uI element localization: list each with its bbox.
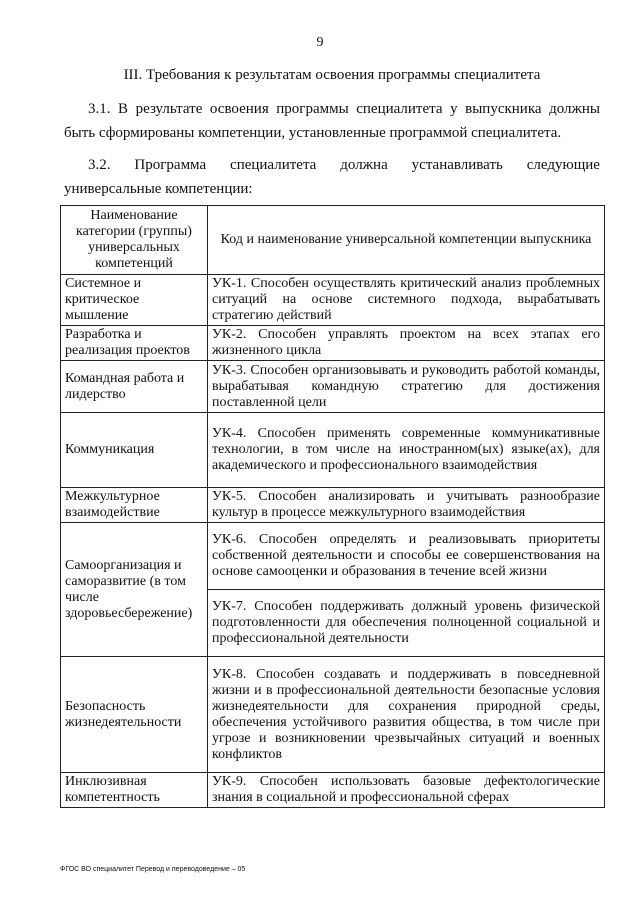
category-cell: Инклюзивная компетентность (61, 773, 208, 808)
header-code: Код и наименование универсальной компетенции выпускника (208, 206, 605, 275)
paragraph-3-2-first-line (64, 153, 600, 177)
competency-cell: УК-9. Способен использовать базовые дефектологические знания в социальной и профессиональной сферах (208, 773, 605, 808)
table-row (61, 773, 605, 808)
table-row (61, 361, 605, 413)
page-number: 9 (316, 35, 324, 50)
table-row (61, 413, 605, 488)
section-heading: III. Требования к результатам освоения программы специалитета (123, 67, 541, 83)
p32-word: 3.2. (88, 157, 111, 173)
paragraph-3-2-tail: универсальные компетенции: (64, 181, 253, 197)
category-cell: Системное и критическое мышление (61, 275, 208, 326)
category-cell: Безопасность жизнедеятельности (61, 657, 208, 773)
competencies-table (60, 205, 605, 808)
header-category: Наименование категории (группы) универсальных компетенций (61, 206, 208, 275)
table-row (61, 523, 605, 590)
category-cell: Самоорганизация и саморазвитие (в том числе здоровьесбережение) (61, 523, 208, 657)
paragraph-3-2 (64, 153, 600, 201)
paragraph-3-1-text: 3.1. В результате освоения программы специалитета у выпускника должны быть сформированы компетенции, установленные программой специалитета. (64, 101, 600, 141)
category-cell: Разработка и реализация проектов (61, 326, 208, 361)
competency-cell: УК-4. Способен применять современные коммуникативные технологии, в том числе на иностранном(ых) языке(ах), для академического и профессионального взаимодействия (208, 413, 605, 488)
competency-cell: УК-7. Способен поддерживать должный уровень физической подготовленности для обеспечения полноценной социальной и профессиональной деятельности (208, 590, 605, 657)
p32-word: специалитета (230, 157, 317, 173)
competency-cell: УК-2. Способен управлять проектом на всех этапах его жизненного цикла (208, 326, 605, 361)
footer: ФГОС ВО специалитет Перевод и переводоведение – 05 (60, 866, 246, 873)
competency-cell: УК-3. Способен организовывать и руководить работой команды, вырабатывая командную стратегию для достижения поставленной цели (208, 361, 605, 413)
category-cell: Коммуникация (61, 413, 208, 488)
table-header-row (61, 206, 605, 275)
table-row (61, 326, 605, 361)
p32-word: следующие (526, 157, 600, 173)
table-row (61, 488, 605, 523)
p32-word: должна (340, 157, 388, 173)
competency-cell: УК-1. Способен осуществлять критический анализ проблемных ситуаций на основе системного подхода, вырабатывать стратегию действий (208, 275, 605, 326)
p32-word: устанавливать (411, 157, 503, 173)
table-row (61, 275, 605, 326)
competency-cell: УК-5. Способен анализировать и учитывать разнообразие культур в процессе межкультурного взаимодействия (208, 488, 605, 523)
competency-cell: УК-6. Способен определять и реализовывать приоритеты собственной деятельности и способы ее совершенствования на основе самооценки и образования в течение всей жизни (208, 523, 605, 590)
category-cell: Командная работа и лидерство (61, 361, 208, 413)
category-cell: Межкультурное взаимодействие (61, 488, 208, 523)
table-row (61, 657, 605, 773)
p32-word: Программа (134, 157, 207, 173)
competency-cell: УК-8. Способен создавать и поддерживать в повседневной жизни и в профессиональной деятельности безопасные условия жизнедеятельности для сохранения природной среды, обеспечения устойчивого развития общества, в том числе при угрозе и возникновении чрезвычайных ситуаций и военных конфликтов (208, 657, 605, 773)
paragraph-3-1 (64, 97, 600, 145)
